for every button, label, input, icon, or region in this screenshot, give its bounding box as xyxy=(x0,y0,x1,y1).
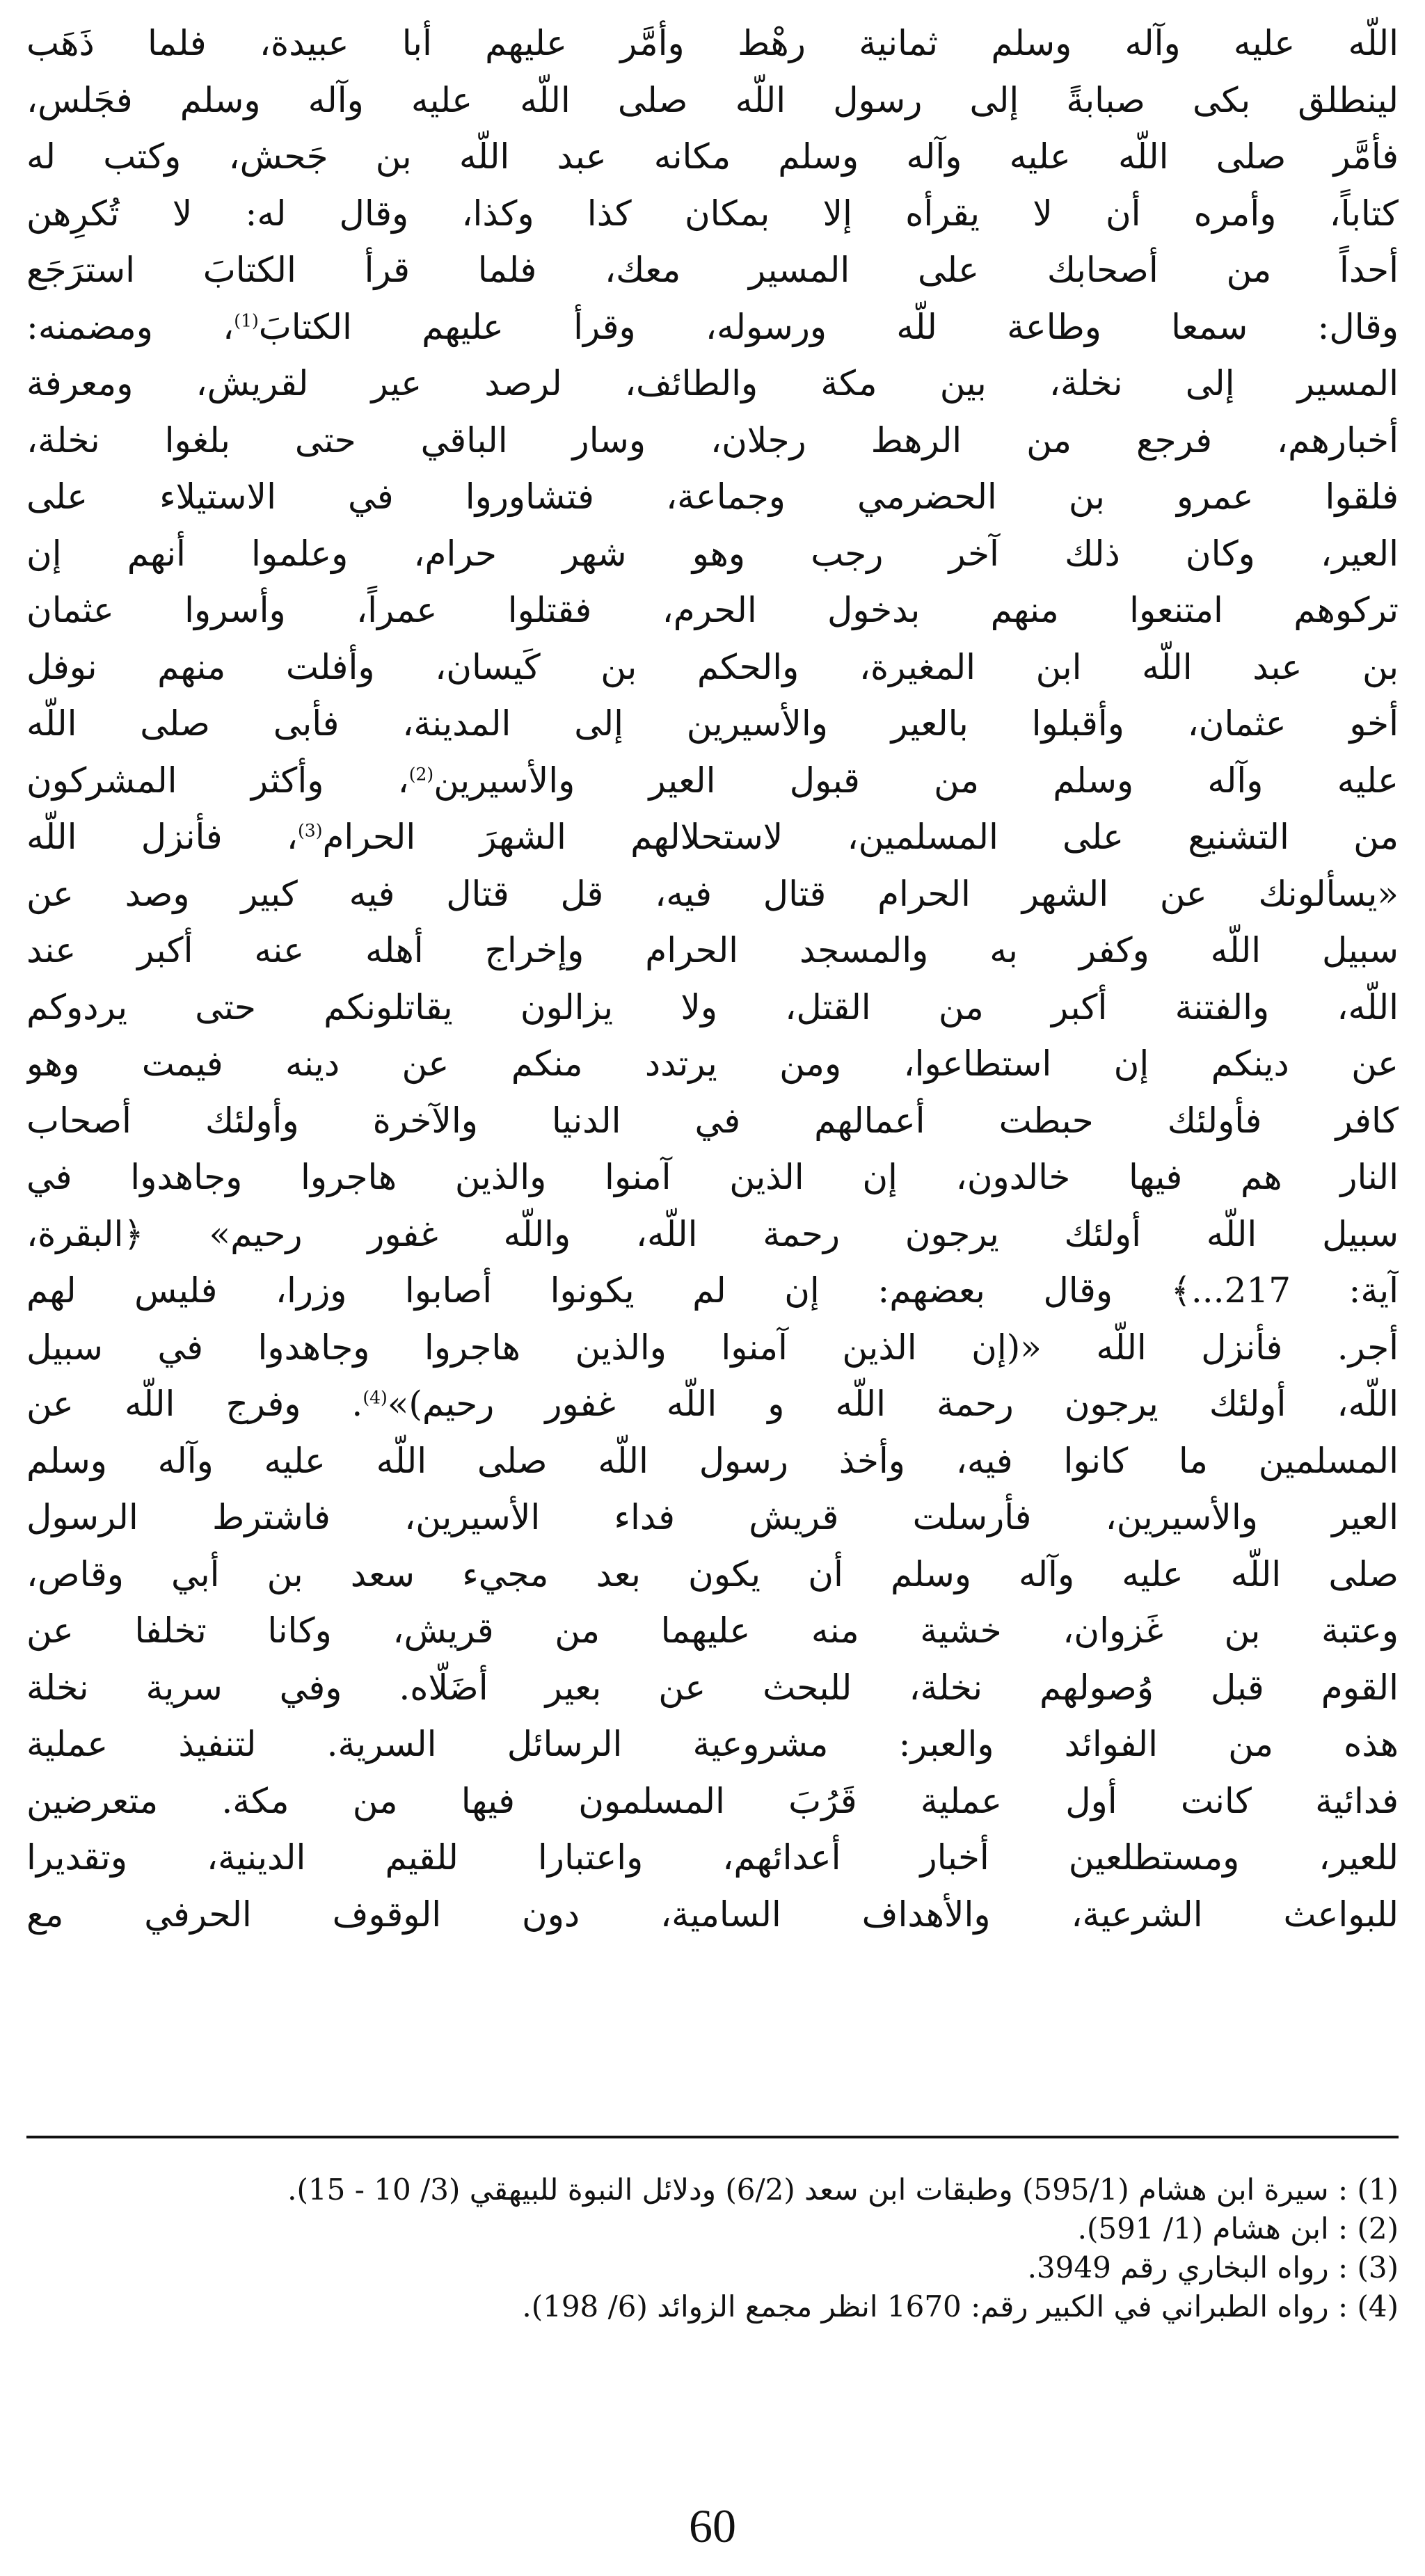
body-line-text: المسير إلى نخلة، بين مكة والطائف، لرصد عير لقريش، ومعرفة xyxy=(26,363,1399,403)
body-line xyxy=(26,866,1399,923)
body-line xyxy=(26,1887,1399,1944)
body-line xyxy=(26,639,1399,696)
footnote-separator xyxy=(26,2136,1399,2138)
body-line xyxy=(26,1433,1399,1490)
body-line-text: هذه من الفوائد والعبر: مشروعية الرسائل السرية. لتنفيذ عملية xyxy=(26,1724,1399,1764)
body-line-text: فلقوا عمرو بن الحضرمي وجماعة، فتشاوروا في الاستيلاء على xyxy=(26,477,1399,517)
body-line-text-continued: ، وأكثر المشركون xyxy=(26,760,409,801)
document-page xyxy=(26,0,1399,2576)
body-line xyxy=(26,922,1399,979)
body-line-text-continued: ، ومضمنه: xyxy=(26,306,234,347)
body-line-text: للعير، ومستطلعين أخبار أعدائهم، واعتبارا للقيم الدينية، وتقديرا xyxy=(26,1837,1399,1878)
body-line xyxy=(26,809,1399,866)
body-line-text: آية: 217...﴾ وقال بعضهم: إن لم يكونوا أصابوا وزرا، فليس لهم xyxy=(26,1270,1399,1311)
body-line-text: أحداً من أصحابك على المسير معك، فلما قرأ الكتابَ استرَجَع xyxy=(26,250,1399,290)
footnote-reference: (1) xyxy=(234,310,259,330)
footnote xyxy=(26,2170,1399,2209)
body-line xyxy=(26,582,1399,639)
footnote-number: (3) xyxy=(1357,2250,1399,2285)
body-line-text: عليه وآله وسلم من قبول العير والأسيرين xyxy=(433,760,1399,801)
body-line-text: اللّه، أولئك يرجون رحمة اللّه و اللّه غفور رحيم)» xyxy=(387,1384,1399,1424)
body-line xyxy=(26,1660,1399,1717)
body-line xyxy=(26,413,1399,470)
body-line-text-continued: ، فأنزل اللّه xyxy=(26,817,298,857)
body-line-text: «يسألونك عن الشهر الحرام قتال فيه، قل قتال فيه كبير وصد عن xyxy=(26,873,1399,914)
footnote-text: : ابن هشام (1/ 591). xyxy=(1077,2211,1348,2246)
body-line xyxy=(26,526,1399,583)
body-line-text: العير، وكان ذلك آخر رجب وهو شهر حرام، وعلموا أنهم إن xyxy=(26,533,1399,574)
body-line-text: فأمَّر صلى اللّه عليه وآله وسلم مكانه عبد اللّه بن جَحش، وكتب له xyxy=(26,136,1399,177)
body-line xyxy=(26,242,1399,299)
body-line xyxy=(26,1830,1399,1887)
body-line-text: أخبارهم، فرجع من الرهط رجلان، وسار الباقي حتى بلغوا نخلة، xyxy=(26,419,1399,461)
body-line xyxy=(26,753,1399,810)
footnote xyxy=(26,2248,1399,2287)
body-line-text: اللّه عليه وآله وسلم ثمانية رهْط وأمَّر عليهم أبا عبيدة، فلما ذَهَب xyxy=(26,23,1399,63)
body-line-text: كافر فأولئك حبطت أعمالهم في الدنيا والآخرة وأولئك أصحاب xyxy=(26,1100,1399,1141)
body-line-text: وقال: سمعا وطاعة للّه ورسوله، وقرأ عليهم الكتابَ xyxy=(258,306,1399,347)
body-line xyxy=(26,469,1399,526)
body-line xyxy=(26,1376,1399,1433)
body-line-text: العير والأسيرين، فأرسلت قريش فداء الأسيرين، فاشترط الرسول xyxy=(26,1497,1399,1537)
body-line xyxy=(26,696,1399,753)
footnotes xyxy=(26,2170,1399,2326)
body-line-text: بن عبد اللّه ابن المغيرة، والحكم بن كَيسان، وأفلت منهم نوفل xyxy=(26,646,1399,687)
body-line-text: اللّه، والفتنة أكبر من القتل، ولا يزالون يقاتلونكم حتى يردوكم xyxy=(26,986,1399,1027)
body-line-text: للبواعث الشرعية، والأهداف السامية، دون الوقوف الحرفي مع xyxy=(26,1894,1399,1935)
footnote-reference: (3) xyxy=(298,820,323,841)
page-number: 60 xyxy=(689,2499,736,2552)
footnote-text: : رواه الطبراني في الكبير رقم: 1670 انظر مجمع الزوائد (6/ 198). xyxy=(522,2289,1348,2323)
body-line xyxy=(26,1093,1399,1150)
body-line xyxy=(26,299,1399,356)
body-line-text: كتاباً، وأمره أن لا يقرأه إلا بمكان كذا وكذا، وقال له: لا تُكرِهن xyxy=(26,193,1399,234)
body-line xyxy=(26,1716,1399,1773)
body-line-text: عن دينكم إن استطاعوا، ومن يرتدد منكم عن دينه فيمت وهو xyxy=(26,1043,1399,1084)
body-line xyxy=(26,15,1399,72)
footnote-number: (2) xyxy=(1357,2211,1399,2246)
body-line xyxy=(26,1546,1399,1603)
body-line xyxy=(26,1320,1399,1377)
body-line-text-continued: . وفرج اللّه عن xyxy=(26,1384,363,1424)
body-line xyxy=(26,979,1399,1037)
body-line xyxy=(26,1773,1399,1830)
body-line xyxy=(26,1149,1399,1206)
footnote xyxy=(26,2287,1399,2326)
body-line-text: أخو عثمان، وأقبلوا بالعير والأسيرين إلى المدينة، فأبى صلى اللّه xyxy=(26,703,1399,744)
body-line-text: تركوهم امتنعوا منهم بدخول الحرم، فقتلوا عمراً، وأسروا عثمان xyxy=(26,590,1399,630)
footnote-text: : سيرة ابن هشام (595/1) وطبقات ابن سعد (6/2) ودلائل النبوة للبيهقي (3/ 10 - 15). xyxy=(287,2173,1348,2207)
body-line xyxy=(26,355,1399,413)
footnote-number: (1) xyxy=(1357,2173,1399,2207)
body-line-text: سبيل اللّه وكفر به والمسجد الحرام وإخراج أهله عنه أكبر عند xyxy=(26,930,1399,970)
body-line xyxy=(26,1206,1399,1263)
body-line xyxy=(26,186,1399,243)
body-line-text: أجر. فأنزل اللّه «(إن الذين آمنوا والذين هاجروا وجاهدوا في سبيل xyxy=(26,1327,1399,1368)
body-line xyxy=(26,1263,1399,1320)
body-line-text: المسلمين ما كانوا فيه، وأخذ رسول اللّه صلى اللّه عليه وآله وسلم xyxy=(26,1440,1399,1481)
body-line xyxy=(26,1489,1399,1546)
footnote-reference: (4) xyxy=(363,1387,388,1408)
body-line-text: وعتبة بن غَزوان، خشية منه عليهما من قريش، وكانا تخلفا عن xyxy=(26,1610,1399,1651)
body-line xyxy=(26,1603,1399,1660)
footnote-reference: (2) xyxy=(408,763,434,784)
body-line-text: من التشنيع على المسلمين، لاستحلالهم الشهرَ الحرام xyxy=(322,817,1399,857)
body-line-text: النار هم فيها خالدون، إن الذين آمنوا والذين هاجروا وجاهدوا في xyxy=(26,1157,1399,1197)
body-line-text: لينطلق بكى صبابةً إلى رسول اللّه صلى اللّه عليه وآله وسلم فجَلس، xyxy=(26,79,1399,120)
body-line-text: صلى اللّه عليه وآله وسلم أن يكون بعد مجيء سعد بن أبي وقاص، xyxy=(26,1553,1399,1594)
body-line xyxy=(26,1036,1399,1093)
body-line-text: القوم قبل وُصولهم نخلة، للبحث عن بعير أضَلّاه. وفي سرية نخلة xyxy=(26,1667,1399,1708)
footnote xyxy=(26,2209,1399,2248)
footnote-text: : رواه البخاري رقم 3949. xyxy=(1027,2250,1348,2285)
body-line xyxy=(26,72,1399,129)
body-text xyxy=(26,15,1399,1943)
footnote-number: (4) xyxy=(1357,2289,1399,2323)
body-line xyxy=(26,129,1399,186)
body-line-text: سبيل اللّه أولئك يرجون رحمة اللّه، واللّه غفور رحيم» ﴿البقرة، xyxy=(26,1213,1399,1254)
body-line-text: فدائية كانت أول عملية قَرُبَ المسلمون فيها من مكة. متعرضين xyxy=(26,1780,1399,1821)
